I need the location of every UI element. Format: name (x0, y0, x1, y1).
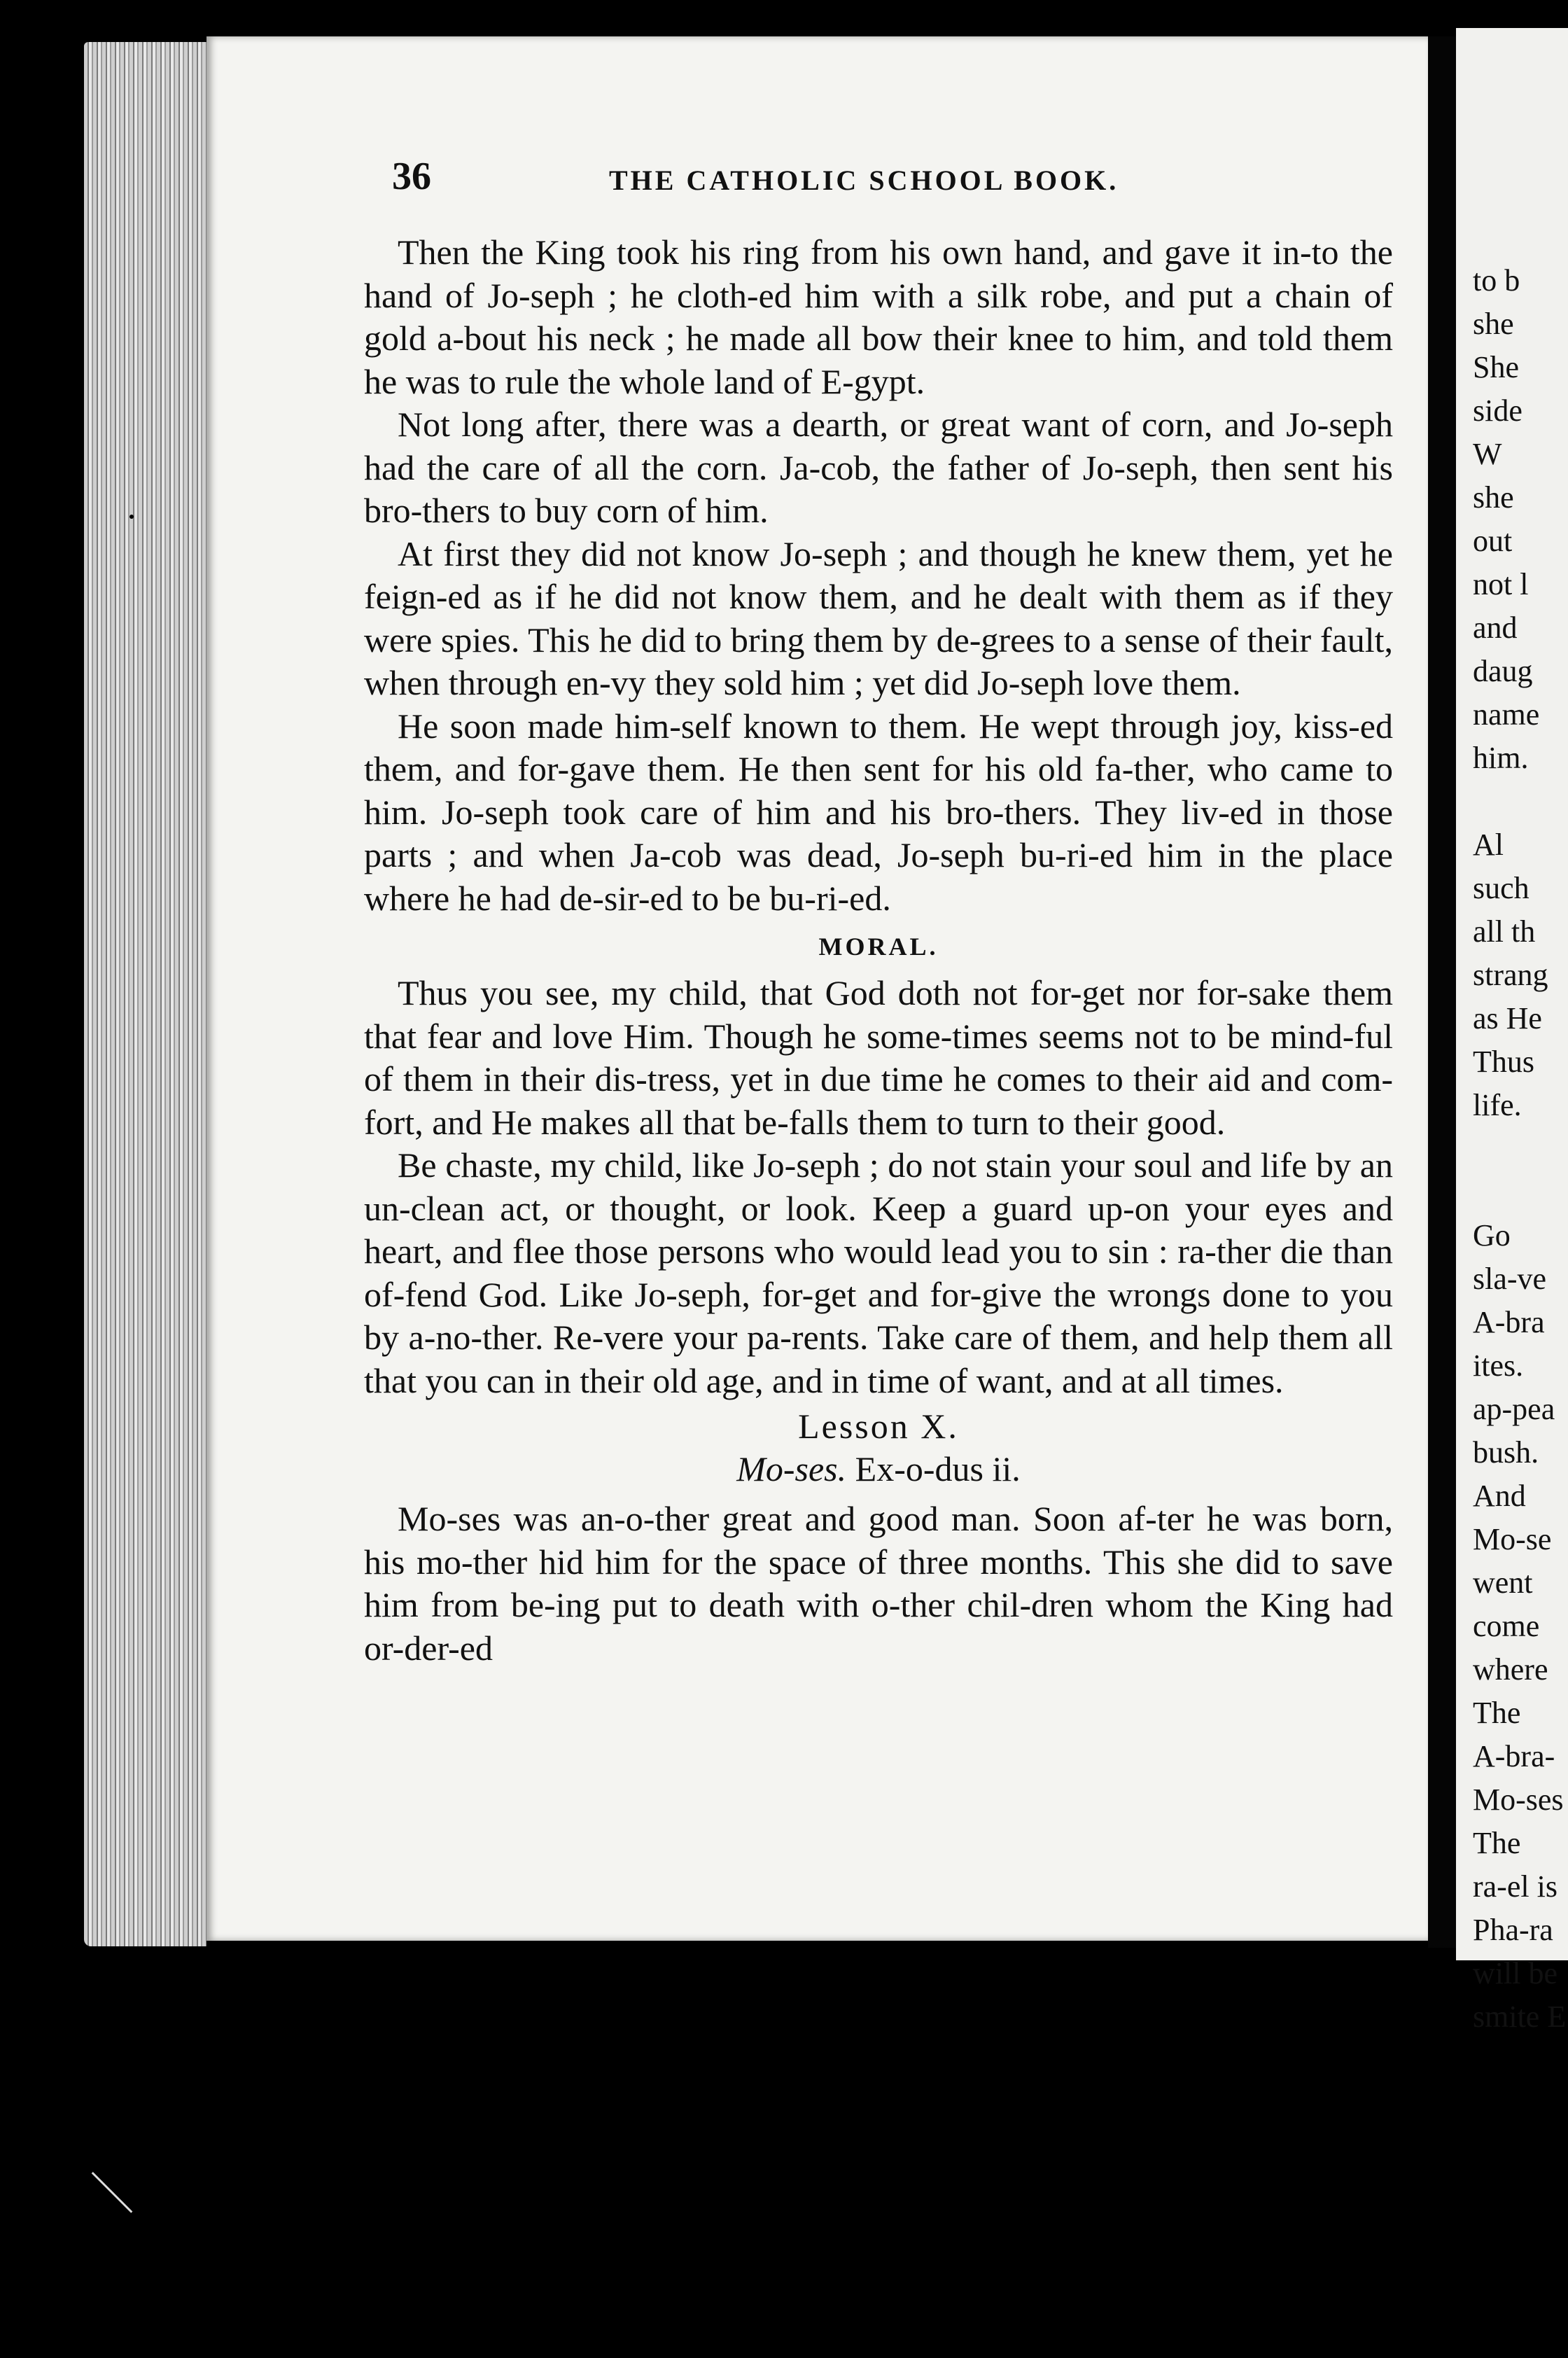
right-page-line: him. (1473, 741, 1529, 775)
right-page-line: name (1473, 697, 1540, 732)
right-page-line: life. (1473, 1088, 1522, 1122)
page-header (392, 154, 1428, 203)
right-page-line: where (1473, 1652, 1548, 1687)
paragraph: Not long after, there was a dearth, or great want of corn, and Jo-seph had the care of all the corn. Ja-cob, the father of Jo-seph, then sent his bro-thers to buy corn of him. (364, 405, 1393, 530)
book-page-edges (84, 42, 206, 1946)
right-page-line: come (1473, 1609, 1540, 1643)
right-page-line: will be (1473, 1956, 1558, 1990)
right-page-line: Al (1473, 828, 1504, 862)
moral-heading: MORAL. (818, 933, 939, 961)
right-page-line: Mo-se (1473, 1522, 1552, 1556)
right-page-line: side (1473, 393, 1522, 428)
right-page-line: she (1473, 480, 1514, 515)
right-page-line: strang (1473, 958, 1548, 992)
book-gutter (1428, 36, 1456, 1948)
scan-artifact (92, 2172, 133, 2213)
lesson-paragraph: Mo-ses was an-o-ther great and good man. Soon af-ter he was born, his mo-ther hid him for the space of three months. This she did to save him from be-ing put to death with o-ther chil-dren whom the King had or-der-ed (364, 1499, 1393, 1668)
right-page-line: ites. (1473, 1348, 1524, 1383)
page-number: 36 (392, 155, 431, 198)
right-page-line: she (1473, 307, 1514, 341)
moral-paragraph: Thus you see, my child, that God doth not for-get nor for-sake them that fear and love Him. Though he some-times seems not to be mind-ful of them in their dis-tress, yet in due time he comes to their aid and com-fort, and He makes all that be-falls them to turn to their good. (364, 973, 1393, 1142)
right-page-line (1456, 1127, 1568, 1171)
right-page-line: Thus (1473, 1045, 1534, 1079)
right-page-line: all th (1473, 914, 1536, 949)
lesson-subtitle-name: Mo-ses. (736, 1449, 847, 1488)
right-page-line: The (1473, 1696, 1521, 1730)
right-page-line: Go (1473, 1218, 1511, 1253)
moral-paragraph: Be chaste, my child, like Jo-seph ; do not stain your soul and life by an un-clean act, or thought, or look. Keep a guard up-on your eyes and heart, and flee those persons who would lead you to sin : ra-ther die than of-fend God. Like Jo-seph, for-get and for-give the wrongs done to you by a-no-ther. Re-vere your pa-rents. Take care of them, and help them all that you can in their old age, and in time of want, and at all times. (364, 1145, 1393, 1400)
right-page-line: smite E (1473, 2000, 1567, 2034)
right-page-line: went (1473, 1565, 1533, 1600)
running-title: THE CATHOLIC SCHOOL BOOK. (609, 165, 1119, 196)
lesson-heading: Lesson X. (798, 1407, 959, 1446)
right-page-line (1456, 780, 1568, 823)
right-page-line: sla-ve (1473, 1262, 1547, 1296)
right-page-line: as He (1473, 1001, 1542, 1035)
lesson-subtitle (364, 1447, 1393, 1491)
right-page-line: Mo-ses (1473, 1783, 1564, 1817)
ink-speck (130, 515, 134, 519)
right-page-line: ap-pea (1473, 1392, 1555, 1426)
right-page-line: The (1473, 1826, 1521, 1860)
right-page-line: A-bra (1473, 1305, 1545, 1339)
right-page-line: not l (1473, 567, 1529, 601)
right-page-text (1456, 28, 1568, 2039)
right-page-line: to b (1473, 263, 1520, 298)
lesson-subtitle-reference: Ex-o-dus ii. (855, 1449, 1021, 1488)
right-page-line: out (1473, 524, 1513, 558)
paragraph: At first they did not know Jo-seph ; and though he knew them, yet he feign-ed as if he did not know them, and he dealt with them as if they were spies. This he did to bring them by de-grees to a sense of their fault, when through en-vy they sold him ; yet did Jo-seph love them. (364, 533, 1393, 702)
right-page-line: daug (1473, 654, 1533, 688)
right-page-line: A-bra- (1473, 1739, 1555, 1773)
right-page-line: and (1473, 611, 1518, 645)
right-page-line: Pha-ra (1473, 1913, 1553, 1947)
right-page-line: She (1473, 350, 1519, 384)
paragraph: Then the King took his ring from his own hand, and gave it in-to the hand of Jo-seph ; he cloth-ed him with a silk robe, and put a chain of gold a-bout his neck ; he made all bow their knee to him, and told them he was to rule the whole land of E-gypt. (364, 232, 1393, 401)
paragraph: He soon made him-self known to them. He wept through joy, kiss-ed them, and for-gave them. He then sent for his old fa-ther, who came to him. Jo-seph took care of him and his bro-thers. They liv-ed in those parts ; and when Ja-cob was dead, Jo-seph bu-ri-ed him in the place where he had de-sir-ed to be bu-ri-ed. (364, 706, 1393, 918)
right-page-line (1456, 1171, 1568, 1214)
right-page-line: such (1473, 871, 1530, 905)
main-text-column (364, 231, 1393, 1670)
right-page-line: And (1473, 1479, 1526, 1513)
right-page-line: bush. (1473, 1435, 1539, 1470)
right-page-line: W (1473, 437, 1502, 471)
right-page-line: ra-el is (1473, 1869, 1558, 1904)
right-page-fragment (1456, 28, 1568, 2034)
